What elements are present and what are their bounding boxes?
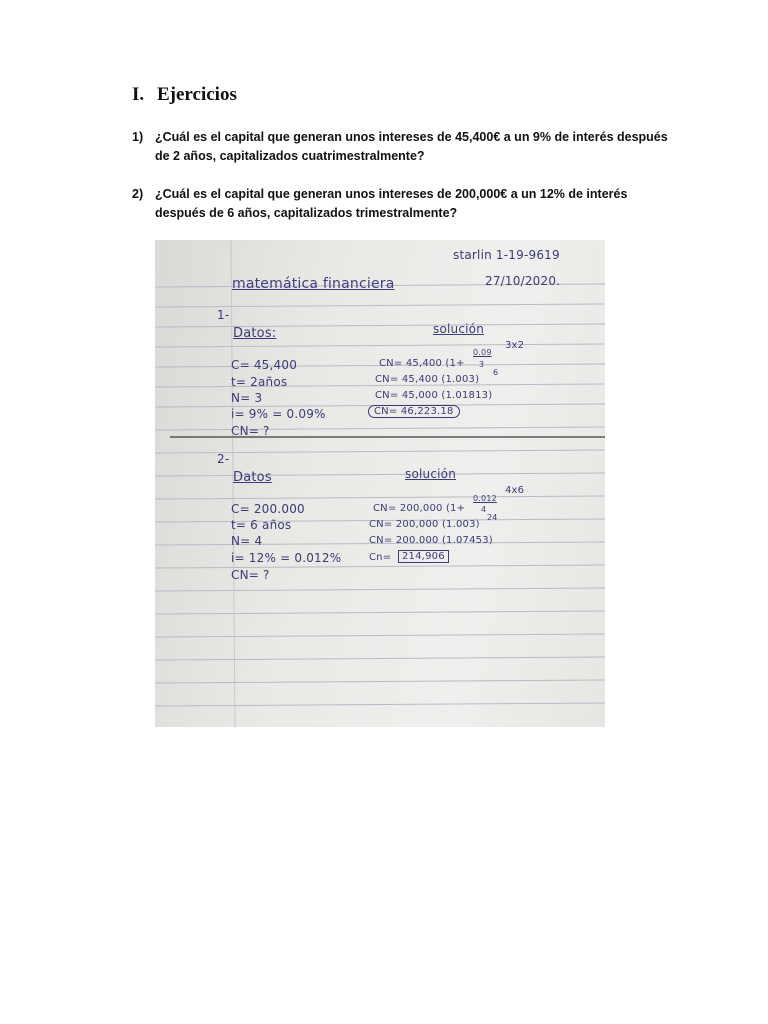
notebook-title: matemática financiera (232, 276, 395, 292)
exercise-1-label: 1- (217, 308, 230, 322)
fraction-denominator: 4 (481, 505, 487, 514)
solucion-line: CN= 45,400 (1.003) (375, 374, 480, 385)
solucion-line: Cn= (369, 552, 392, 563)
question-number: 1) (132, 130, 144, 144)
date: 27/10/2020. (485, 274, 561, 288)
datos-line: i= 9% = 0.09% (231, 407, 326, 421)
exponent: 4x6 (505, 485, 525, 496)
solucion-line: CN= 200.000 (1.07453) (369, 535, 493, 546)
solucion-label: solución (405, 467, 457, 481)
datos-line: C= 200.000 (231, 502, 305, 516)
question-number: 2) (132, 187, 144, 201)
fraction-numerator: 0.012 (473, 494, 497, 503)
datos-line: CN= ? (231, 568, 270, 582)
solucion-line: CN= 45,000 (1.01813) (375, 390, 493, 401)
power: 6 (493, 368, 499, 377)
question-text: ¿Cuál es el capital que generan unos intereses de 45,400€ a un 9% de interés después de 2 años, capitalizados cuatrimestralmente? (155, 130, 668, 163)
question-1 (132, 128, 675, 166)
fraction-numerator: 0.09 (473, 348, 492, 357)
power: 24 (487, 513, 498, 522)
section-title: Ejercicios (157, 84, 237, 105)
solucion-label: solución (433, 322, 485, 336)
solucion-line: CN= 200,000 (1.003) (369, 519, 480, 530)
handwritten-solution-photo (155, 240, 605, 727)
datos-line: i= 12% = 0.012% (231, 551, 342, 565)
solucion-line: CN= 45,400 (1+ (379, 358, 465, 369)
question-text: ¿Cuál es el capital que generan unos intereses de 200,000€ a un 12% de interés después de 6 años, capitalizados trimestralmente? (155, 187, 628, 220)
exponent: 3x2 (505, 340, 525, 351)
solucion-line: CN= 200,000 (1+ (373, 503, 466, 514)
question-2 (132, 185, 675, 223)
datos-line: CN= ? (231, 424, 270, 438)
datos-label: Datos (233, 470, 272, 485)
datos-line: N= 4 (231, 534, 263, 548)
datos-line: C= 45,400 (231, 358, 298, 372)
datos-label: Datos: (233, 326, 277, 341)
result-boxed: 214,906 (398, 550, 449, 563)
section-heading (132, 84, 237, 106)
result-circled: CN= 46,223.18 (368, 405, 460, 418)
datos-line: t= 2años (231, 375, 288, 389)
student-name-id: starlin 1-19-9619 (453, 248, 560, 262)
datos-line: N= 3 (231, 391, 263, 405)
section-number: I. (132, 84, 145, 105)
exercise-2-label: 2- (217, 452, 230, 466)
datos-line: t= 6 años (231, 518, 292, 532)
fraction-denominator: 3 (479, 360, 485, 369)
